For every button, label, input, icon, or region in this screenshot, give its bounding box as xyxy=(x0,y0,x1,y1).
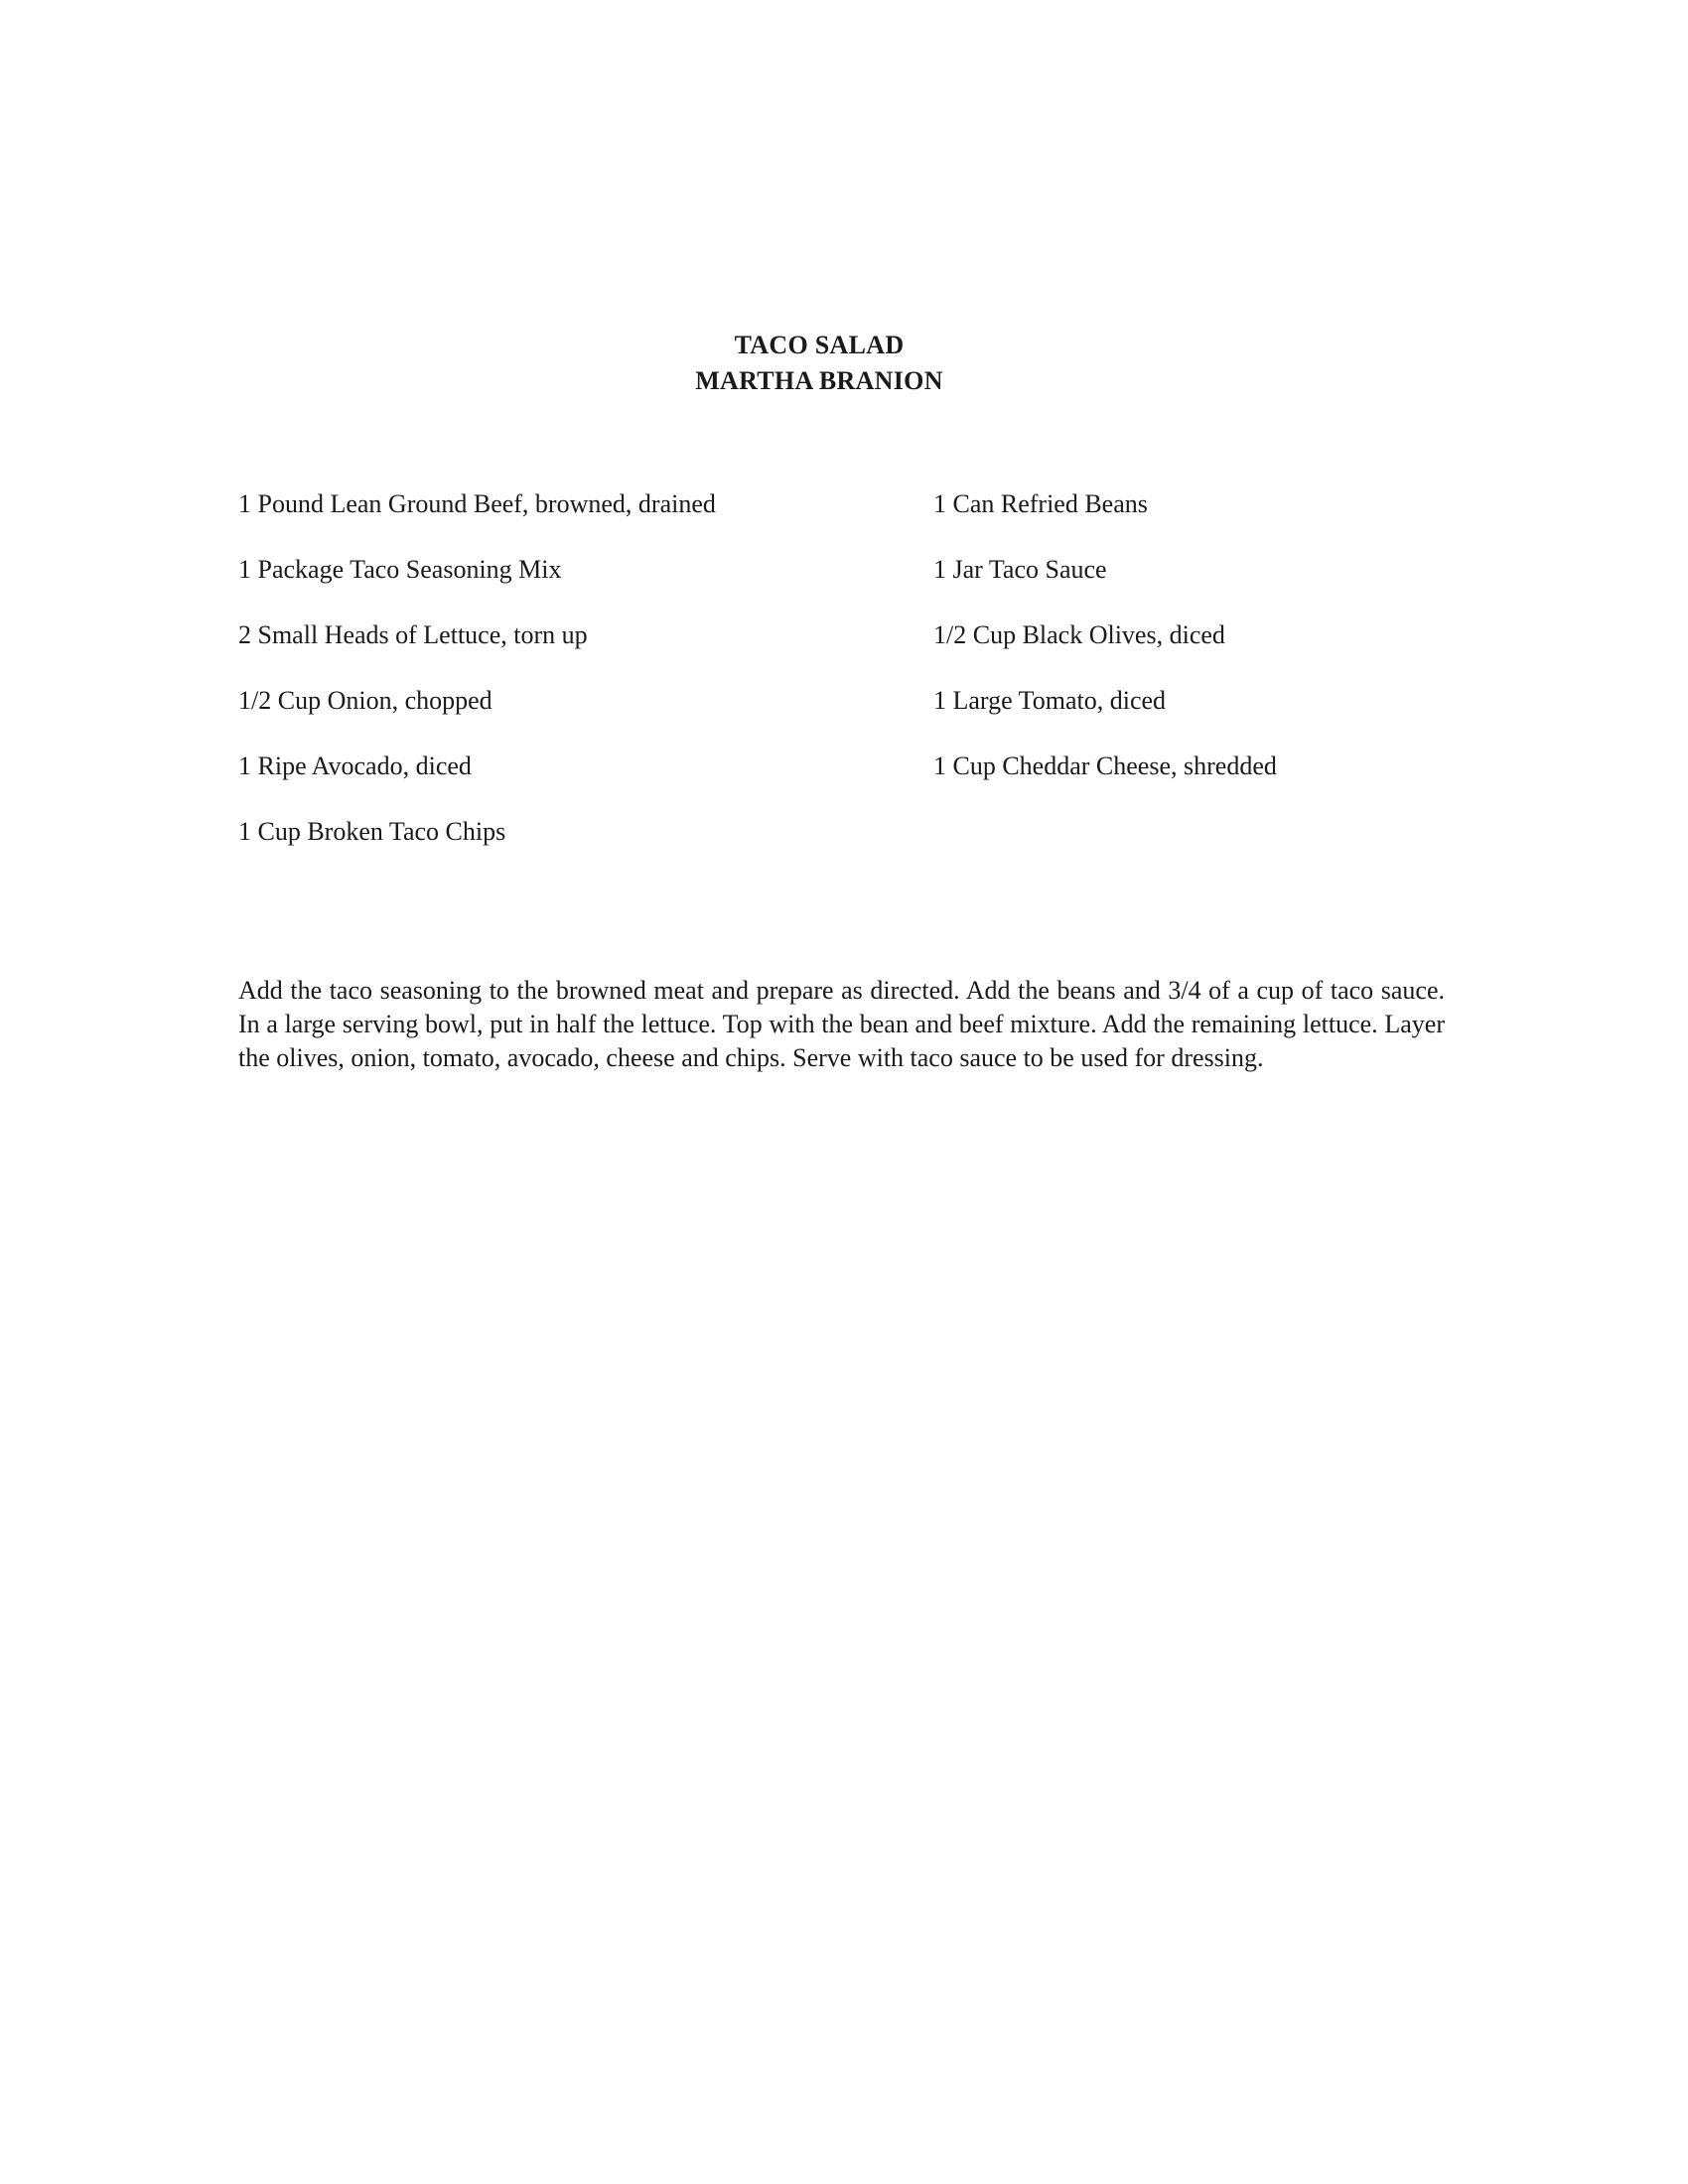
ingredients-left-column xyxy=(238,488,716,882)
ingredient-item: 1 Cup Broken Taco Chips xyxy=(238,817,506,846)
ingredient-item: 1 Package Taco Seasoning Mix xyxy=(238,555,562,584)
ingredient-item: 1 Pound Lean Ground Beef, browned, drained xyxy=(238,489,716,518)
ingredient-item: 1 Cup Cheddar Cheese, shredded xyxy=(933,751,1277,780)
ingredient-item: 1/2 Cup Onion, chopped xyxy=(238,686,492,715)
ingredient-item: 1 Ripe Avocado, diced xyxy=(238,751,472,780)
ingredient-item: 2 Small Heads of Lettuce, torn up xyxy=(238,620,588,649)
ingredients-right-column xyxy=(933,488,1277,816)
recipe-directions: Add the taco seasoning to the browned meat and prepare as directed. Add the beans and 3/4 of a cup of taco sauce. In a large serving bowl, put in half the lettuce. Top with the bean and beef mixture. Add the remaining lettuce. Layer the olives, onion, tomato, avocado, cheese and chips. Serve with taco sauce to be used for dressing. xyxy=(238,976,1445,1072)
ingredient-item: 1 Jar Taco Sauce xyxy=(933,555,1107,584)
recipe-title: TACO SALAD xyxy=(734,331,905,359)
ingredient-item: 1 Can Refried Beans xyxy=(933,489,1148,518)
recipe-author: MARTHA BRANION xyxy=(695,366,943,395)
ingredient-item: 1/2 Cup Black Olives, diced xyxy=(933,620,1225,649)
ingredient-item: 1 Large Tomato, diced xyxy=(933,686,1167,715)
recipe-header xyxy=(0,328,1638,399)
